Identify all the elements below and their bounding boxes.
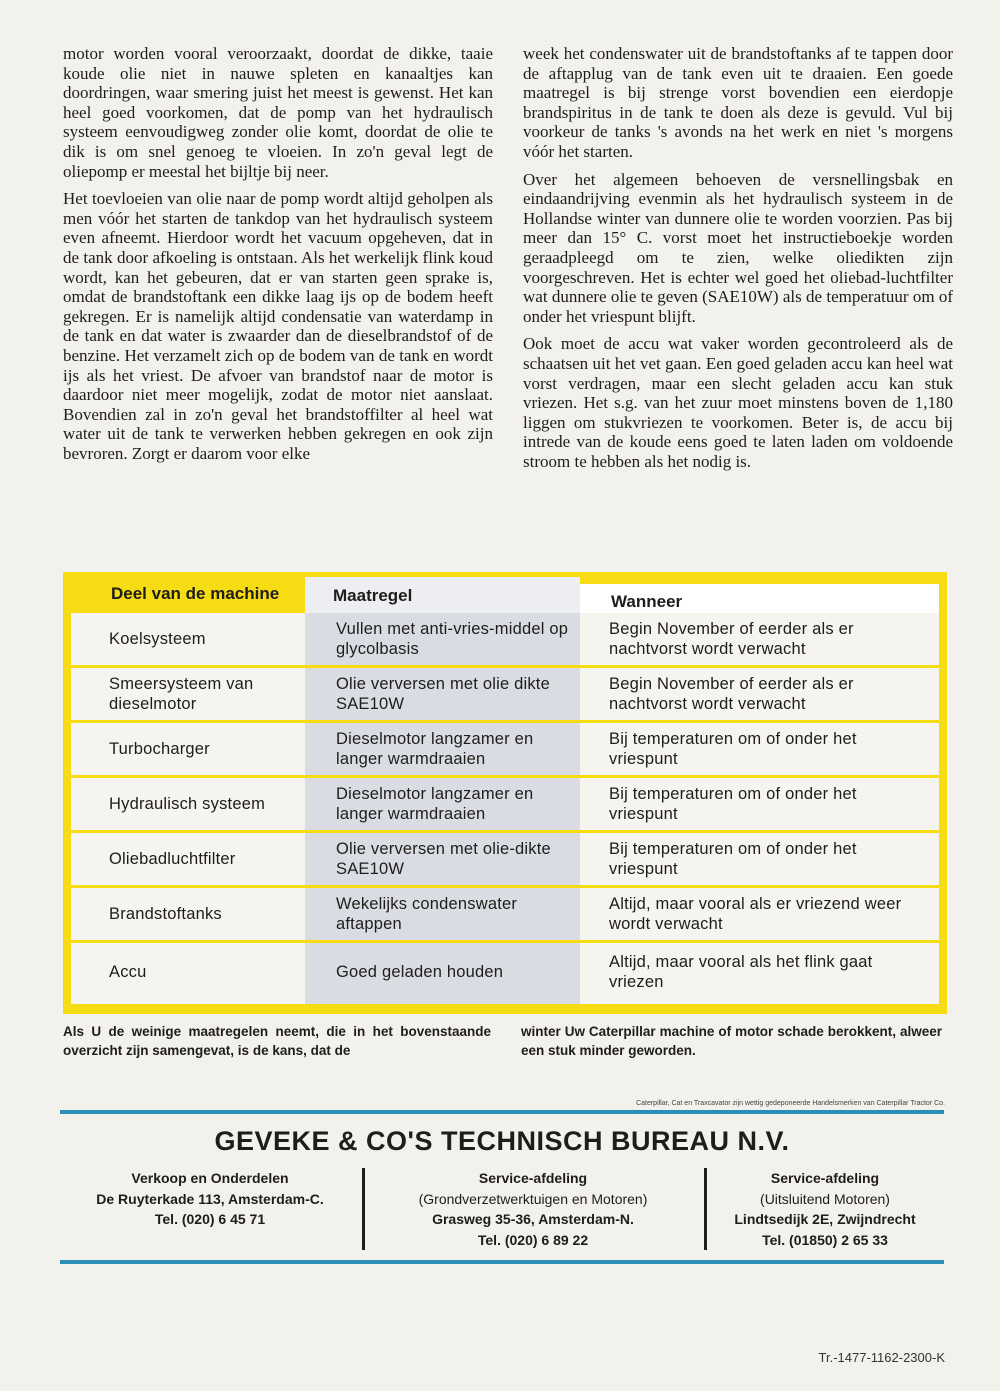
cell-part: Turbocharger [109,740,210,758]
cell-measure: Olie verversen met olie dikte SAE10W [336,675,550,713]
table-row [71,833,939,888]
paragraph: week het condenswater uit de brandstoftanks af te tappen door de aftapplug van de tank even uit te draaien. Een goede maatregel is bij strenge vorst bovendien een eierdopje brandspiritus in de tank te doen als deze is gevuld. Vul bij voorkeur de tanks 's avonds na het werk en niet 's morgens vóór het starten. [523,44,953,161]
body-column-left [63,44,493,471]
table-body [71,613,939,1004]
table-row [71,943,939,1004]
winter-measures-table [63,572,947,1014]
address-block-service-earthmoving [363,1168,703,1250]
address-subtitle: (Uitsluitend Motoren) [760,1190,890,1207]
paragraph: Het toevloeien van olie naar de pomp wordt altijd geholpen als men vóór het starten de tankdop van het hydraulisch systeem even afneemt. Hierdoor wordt het vacuum opgeheven, dat in de tank door afkoeling is ontstaan. Als het werkelijk flink koud wordt, kan het gebeuren, dat er van starten geen sprake is, omdat de brandstoftank een dikke laag ijs op de bodem heeft gekregen. Er is namelijk altijd condensatie van waterdamp in de tank en dat water is zwaarder dan de dieselbrandstof of de benzine. Het verzamelt zich op de bodem van de tank en wordt ijs als het vriest. De afvoer van brandstof naar de motor is daardoor niet meer mogelijk, zodat de motor niet aanslaat. Bovendien zal in zo'n geval het brandstoffilter al heel wat water uit de tank te verwerken hebben gekregen en ook zijn bevroren. Zorgt er daarom voor elke [63,189,493,463]
cell-when: Altijd, maar vooral als er vriezend weer wordt verwacht [609,895,902,933]
cell-part: Brandstoftanks [109,905,222,923]
footer-rule-bottom [60,1260,944,1264]
table-header-when: Wanneer [611,592,683,611]
company-name: GEVEKE & CO'S TECHNISCH BUREAU N.V. [214,1126,790,1156]
summary-left: Als U de weinige maatregelen neemt, die in het bovenstaande overzicht zijn samengevat, is de kans, dat de [63,1024,491,1058]
table-row [71,778,939,833]
address-title: Service-afdeling [478,1170,588,1186]
cell-measure: Dieselmotor langzamer en langer warmdraaien [336,785,534,823]
cell-measure: Dieselmotor langzamer en langer warmdraaien [336,730,534,768]
cell-when: Bij temperaturen om of onder het vriespunt [609,730,857,768]
table-header-part: Deel van de machine [111,584,280,603]
cell-measure: Olie verversen met olie-dikte SAE10W [336,840,551,878]
cell-when: Begin November of eerder als er nachtvorst wordt verwacht [609,620,854,658]
cell-when: Altijd, maar vooral als het flink gaat vriezen [609,953,873,991]
table-row [71,723,939,778]
cell-part: Accu [109,963,147,981]
cell-measure: Vullen met anti-vries-middel op glycolbasis [336,620,569,658]
address-title: Verkoop en Onderdelen [131,1170,289,1186]
table-row [71,888,939,943]
document-code: Tr.-1477-1162-2300-K [818,1350,945,1365]
address-subtitle: (Grondverzetwerktuigen en Motoren) [418,1190,648,1207]
cell-part: Smeersysteem van dieselmotor [109,675,254,713]
cell-measure: Goed geladen houden [336,963,504,981]
address-block-service-engines [705,1168,945,1250]
table-row [71,668,939,723]
trademark-note: Caterpillar, Cat en Traxcavator zijn wettig gedeponeerde Handelsmerken van Caterpillar Tractor Co. [636,1100,945,1107]
footer-rule-top [60,1110,944,1114]
paragraph: Over het algemeen behoeven de versnellingsbak en eindaandrijving evenmin als het hydraulisch systeem in de Hollandse winter van dunnere olie te worden voorzien. Pas bij meer dan 15° C. vorst moet het instructieboekje worden geraadpleegd om te zien, welke oliedikten zijn voorgeschreven. Het is echter wel goed het oliebad-luchtfilter wat dunnere olie te geven (SAE10W) als de temperatuur om of onder het vriespunt blijft. [523,169,953,326]
body-column-right [523,44,953,479]
cell-part: Oliebadluchtfilter [109,850,236,868]
table-header-measure: Maatregel [333,586,413,605]
address-street: Grasweg 35-36, Amsterdam-N. [432,1211,634,1227]
address-phone: Tel. (020) 6 89 22 [477,1231,589,1248]
summary-right: winter Uw Caterpillar machine of motor schade berokkent, alweer een stuk minder geworden. [521,1024,942,1058]
table-row [71,613,939,668]
cell-measure: Wekelijks condenswater aftappen [336,895,518,933]
address-street: De Ruyterkade 113, Amsterdam-C. [96,1190,324,1207]
address-title: Service-afdeling [770,1170,880,1186]
address-block-sales [60,1168,360,1230]
address-phone: Tel. (020) 6 45 71 [154,1211,266,1227]
cell-when: Begin November of eerder als er nachtvorst wordt verwacht [609,675,854,713]
cell-when: Bij temperaturen om of onder het vriespunt [609,840,857,878]
address-phone: Tel. (01850) 2 65 33 [762,1231,888,1248]
paragraph: Ook moet de accu wat vaker worden gecontroleerd als de schaatsen uit het vet gaan. Een goed geladen accu kan heel wat vorst verdragen, maar een slecht geladen accu kan stuk vriezen. Het s.g. van het zuur moet minstens boven de 1,180 liggen om stukvriezen te voorkomen. Beter is, de accu bij intrede van de koude eens goed te laten laden om voldoende stroom te hebben als het nodig is. [523,334,953,471]
cell-part: Hydraulisch systeem [109,795,266,813]
cell-part: Koelsysteem [109,630,206,648]
paragraph: motor worden vooral veroorzaakt, doordat de dikke, taaie koude olie niet in nauwe spleten en kanaaltjes kan doordringen, waar smering juist het meest is gewenst. Het kan heel goed voorkomen, dat de pomp van het hydraulisch systeem eenvoudigweg zonder olie komt, doordat de olie te dik is om snel genoeg te vloeien. In zo'n geval legt de oliepomp er meestal het bijltje bij neer. [63,44,493,181]
cell-when: Bij temperaturen om of onder het vriespunt [609,785,857,823]
address-street: Lindtsedijk 2E, Zwijndrecht [734,1211,916,1227]
